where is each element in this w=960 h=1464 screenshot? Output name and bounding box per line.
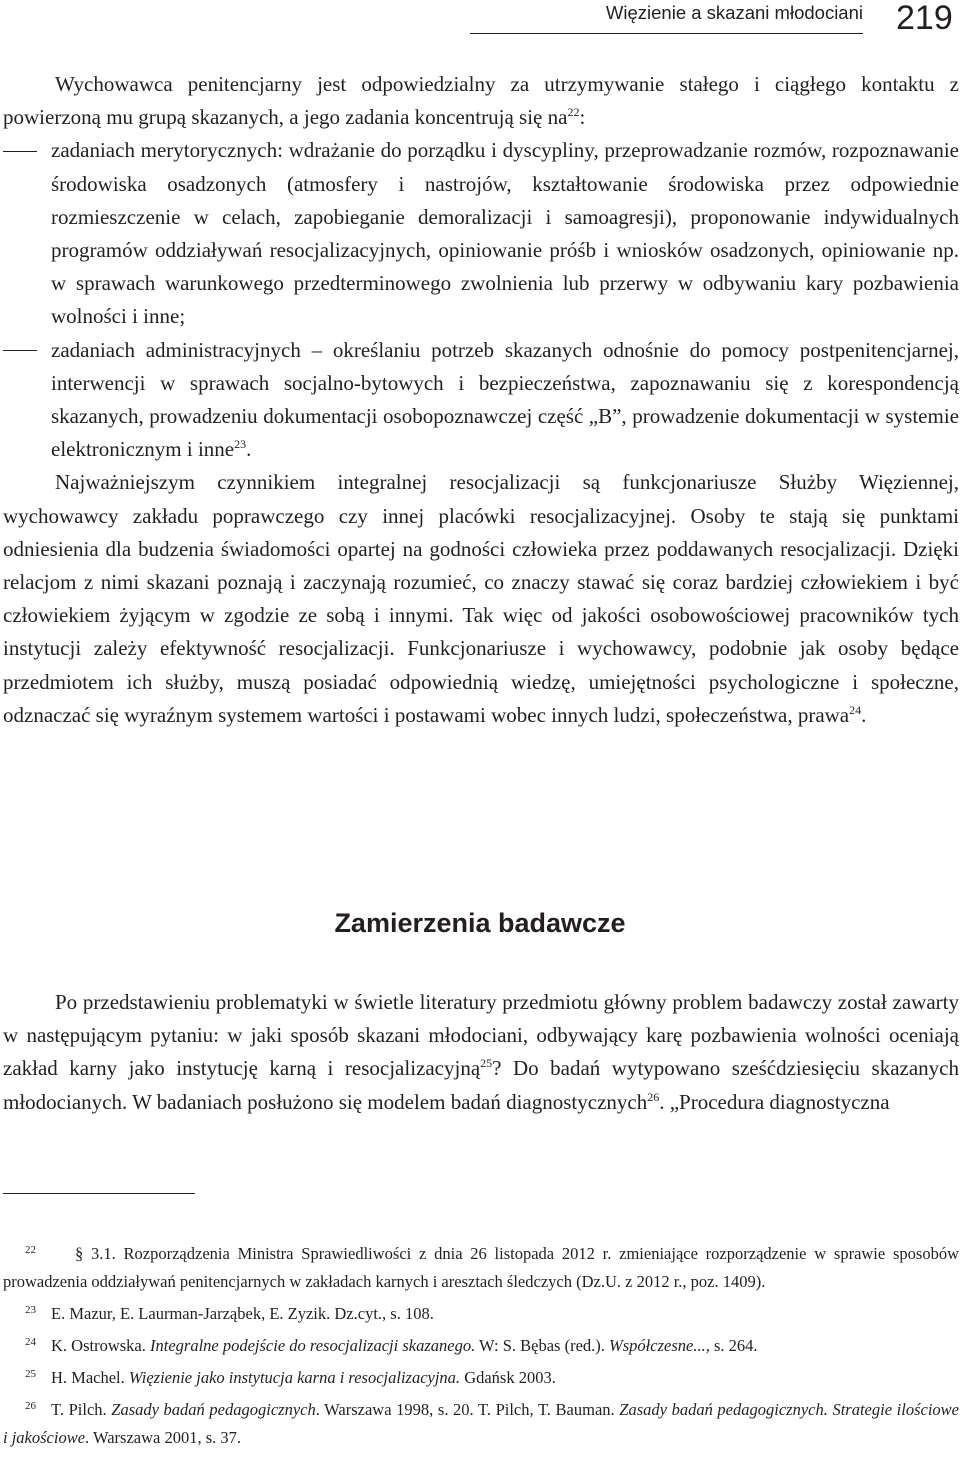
paragraph-1-tail: : [579, 105, 586, 130]
footnote-italic-title: Współczesne... [609, 1336, 706, 1355]
footnote-italic-title: Zasady badań pedagogicznych. Strategie ilościowe i jakościowe [3, 1400, 959, 1447]
footnote-italic-title: Więzienie jako instytucja karna i resocjalizacyjna. [128, 1368, 461, 1387]
em-dash-bullet [3, 134, 51, 167]
footnote-number [3, 1392, 51, 1424]
footnote-italic-title: Integralne podejście do resocjalizacji skazanego. [150, 1336, 476, 1355]
paragraph-2-text: Najważniejszym czynnikiem integralnej resocjalizacji są funkcjonariusze Służby Więziennej, wychowawcy zakładu poprawczego czy innej placówki resocjalizacyjnej. Osoby te stają się punktami odniesienia dla budzenia świadomości opartej na godności człowieka przez poddawanych resocjalizacji. Dzięki relacjom z nimi skazani poznają i zaczynają rozumieć, co znaczy stawać się coraz bardziej człowiekiem i być człowiekiem żyjącym w zgodzie ze sobą i innymi. Tak więc od jakości osobowościowej pracowników tych instytucji zależy efektywność resocjalizacji. Funkcjonariusze i wychowawcy, podobnie jak osoby będące przedmiotem ich służby, muszą posiadać odpowiednią wiedzę, umiejętności psychologiczne i społeczne, odznaczać się wyraźnym systemem wartości i postawami wobec innych ludzi, społeczeństwa, prawa [3, 470, 959, 727]
paragraph-2 [3, 466, 959, 732]
paragraph-2-tail: . [861, 702, 867, 727]
list-item-1-text: zadaniach merytorycznych: wdrażanie do porządku i dyscypliny, przeprowadzanie rozmów, rozpoznawanie środowiska osadzonych (atmosfery i nastrojów, kształtowanie środowiska przez odpowiednie rozmieszczenie w celach, zapobieganie demoralizacji i samoagresji), proponowanie indywidualnych programów oddziaływań resocjalizacyjnych, opiniowanie próśb i wniosków osadzonych, opiniowanie np. w sprawach warunkowego przedterminowego zwolnienia lub przerwy w odbywaniu kary pozbawienia wolności i inne; [51, 138, 959, 329]
paragraph-1 [3, 68, 959, 134]
footnote-text: W: S. Bębas (red.). [475, 1336, 610, 1355]
page-number: 219 [896, 0, 953, 37]
footnote-number [3, 1328, 51, 1360]
footnote-text: § 3.1. Rozporządzenia Ministra Sprawiedliwości z dnia 26 listopada 2012 r. zmieniające rozporządzenie w sprawie sposobów prowadzenia oddziaływań penitencjarnych w zakładach karnych i aresztach śledczych (Dz.U. z 2012 r., poz. 1409). [3, 1244, 959, 1291]
footnote-ref-26[interactable]: 26 [647, 1089, 660, 1104]
footnote-text: T. Pilch. [51, 1400, 112, 1419]
footnote-number-text: 23 [25, 1304, 36, 1316]
footnote-23 [3, 1296, 959, 1328]
footnote-ref-24[interactable]: 24 [849, 702, 862, 717]
footnote-24 [3, 1328, 959, 1360]
footnote-number [3, 1360, 51, 1392]
footnote-number-text: 22 [25, 1244, 36, 1256]
footnote-text: H. Machel. [51, 1368, 129, 1387]
main-text [3, 68, 959, 732]
footnotes [3, 1236, 959, 1452]
running-title: Więzienie a skazani młodociani [605, 2, 863, 23]
paragraph-1-text: Wychowawca penitencjarny jest odpowiedzialny za utrzymywanie stałego i ciągłego kontaktu z powierzoną mu grupą skazanych, a jego zadania koncentrują się na [3, 72, 959, 130]
paragraph-3-part-2: ? Do badań wytypowano sześćdziesięciu skazanych młodocianych. W badaniach posłużono się modelem badań diagnostycznych [3, 1056, 959, 1114]
list-item-2-tail: . [246, 437, 252, 462]
paragraph-3-part-3: . „Procedura diagnostyczna [659, 1089, 890, 1114]
running-header [470, 0, 863, 34]
footnote-number-text: 24 [25, 1336, 36, 1348]
section-heading: Zamierzenia badawcze [334, 908, 626, 938]
footnote-text: Gdańsk 2003. [460, 1368, 556, 1387]
footnote-ref-25[interactable]: 25 [480, 1056, 493, 1071]
section-text [3, 986, 959, 1119]
footnote-text: , s. 264. [705, 1336, 758, 1355]
footnote-separator [3, 1193, 195, 1194]
footnote-25 [3, 1360, 959, 1392]
footnote-number-text: 26 [25, 1400, 36, 1412]
footnote-ref-23[interactable]: 23 [234, 437, 247, 452]
list-item-2-text: zadaniach administracyjnych – określaniu potrzeb skazanych odnośnie do pomocy postpenitencjarnej, interwencji w sprawach socjalno-bytowych i bezpieczeństwa, zapoznawaniu się z korespondencją skazanych, prowadzeniu dokumentacji osobopoznawczej część „B”, prowadzenie dokumentacji w systemie elektronicznym i inne [51, 337, 959, 462]
footnote-number-text: 25 [25, 1368, 36, 1380]
list-item-administracyjne [3, 334, 959, 467]
paragraph-3-part-1: Po przedstawieniu problematyki w świetle literatury przedmiotu główny problem badawczy został zawarty w następującym pytaniu: w jaki sposób skazani młodociani, odbywający karę pozbawienia wolności oceniają zakład karny jako instytucję karną i resocjalizacyjną [3, 990, 959, 1081]
footnote-text: . Warszawa 2001, s. 37. [85, 1428, 242, 1447]
em-dash-bullet [3, 334, 51, 367]
footnote-text: E. Mazur, E. Laurman-Jarząbek, E. Zyzik. Dz.cyt., s. 108. [51, 1304, 434, 1323]
footnote-26 [3, 1392, 959, 1452]
footnote-22 [3, 1236, 959, 1296]
footnote-italic-title: Zasady badań pedagogicznych [111, 1400, 316, 1419]
footnote-number [3, 1296, 51, 1328]
footnote-number [3, 1236, 75, 1268]
footnote-ref-22[interactable]: 22 [567, 105, 580, 120]
footnote-text: K. Ostrowska. [51, 1336, 150, 1355]
footnote-text: . Warszawa 1998, s. 20. T. Pilch, T. Bauman. [315, 1400, 620, 1419]
paragraph-3 [3, 986, 959, 1119]
list-item-merytoryczne [3, 134, 959, 333]
